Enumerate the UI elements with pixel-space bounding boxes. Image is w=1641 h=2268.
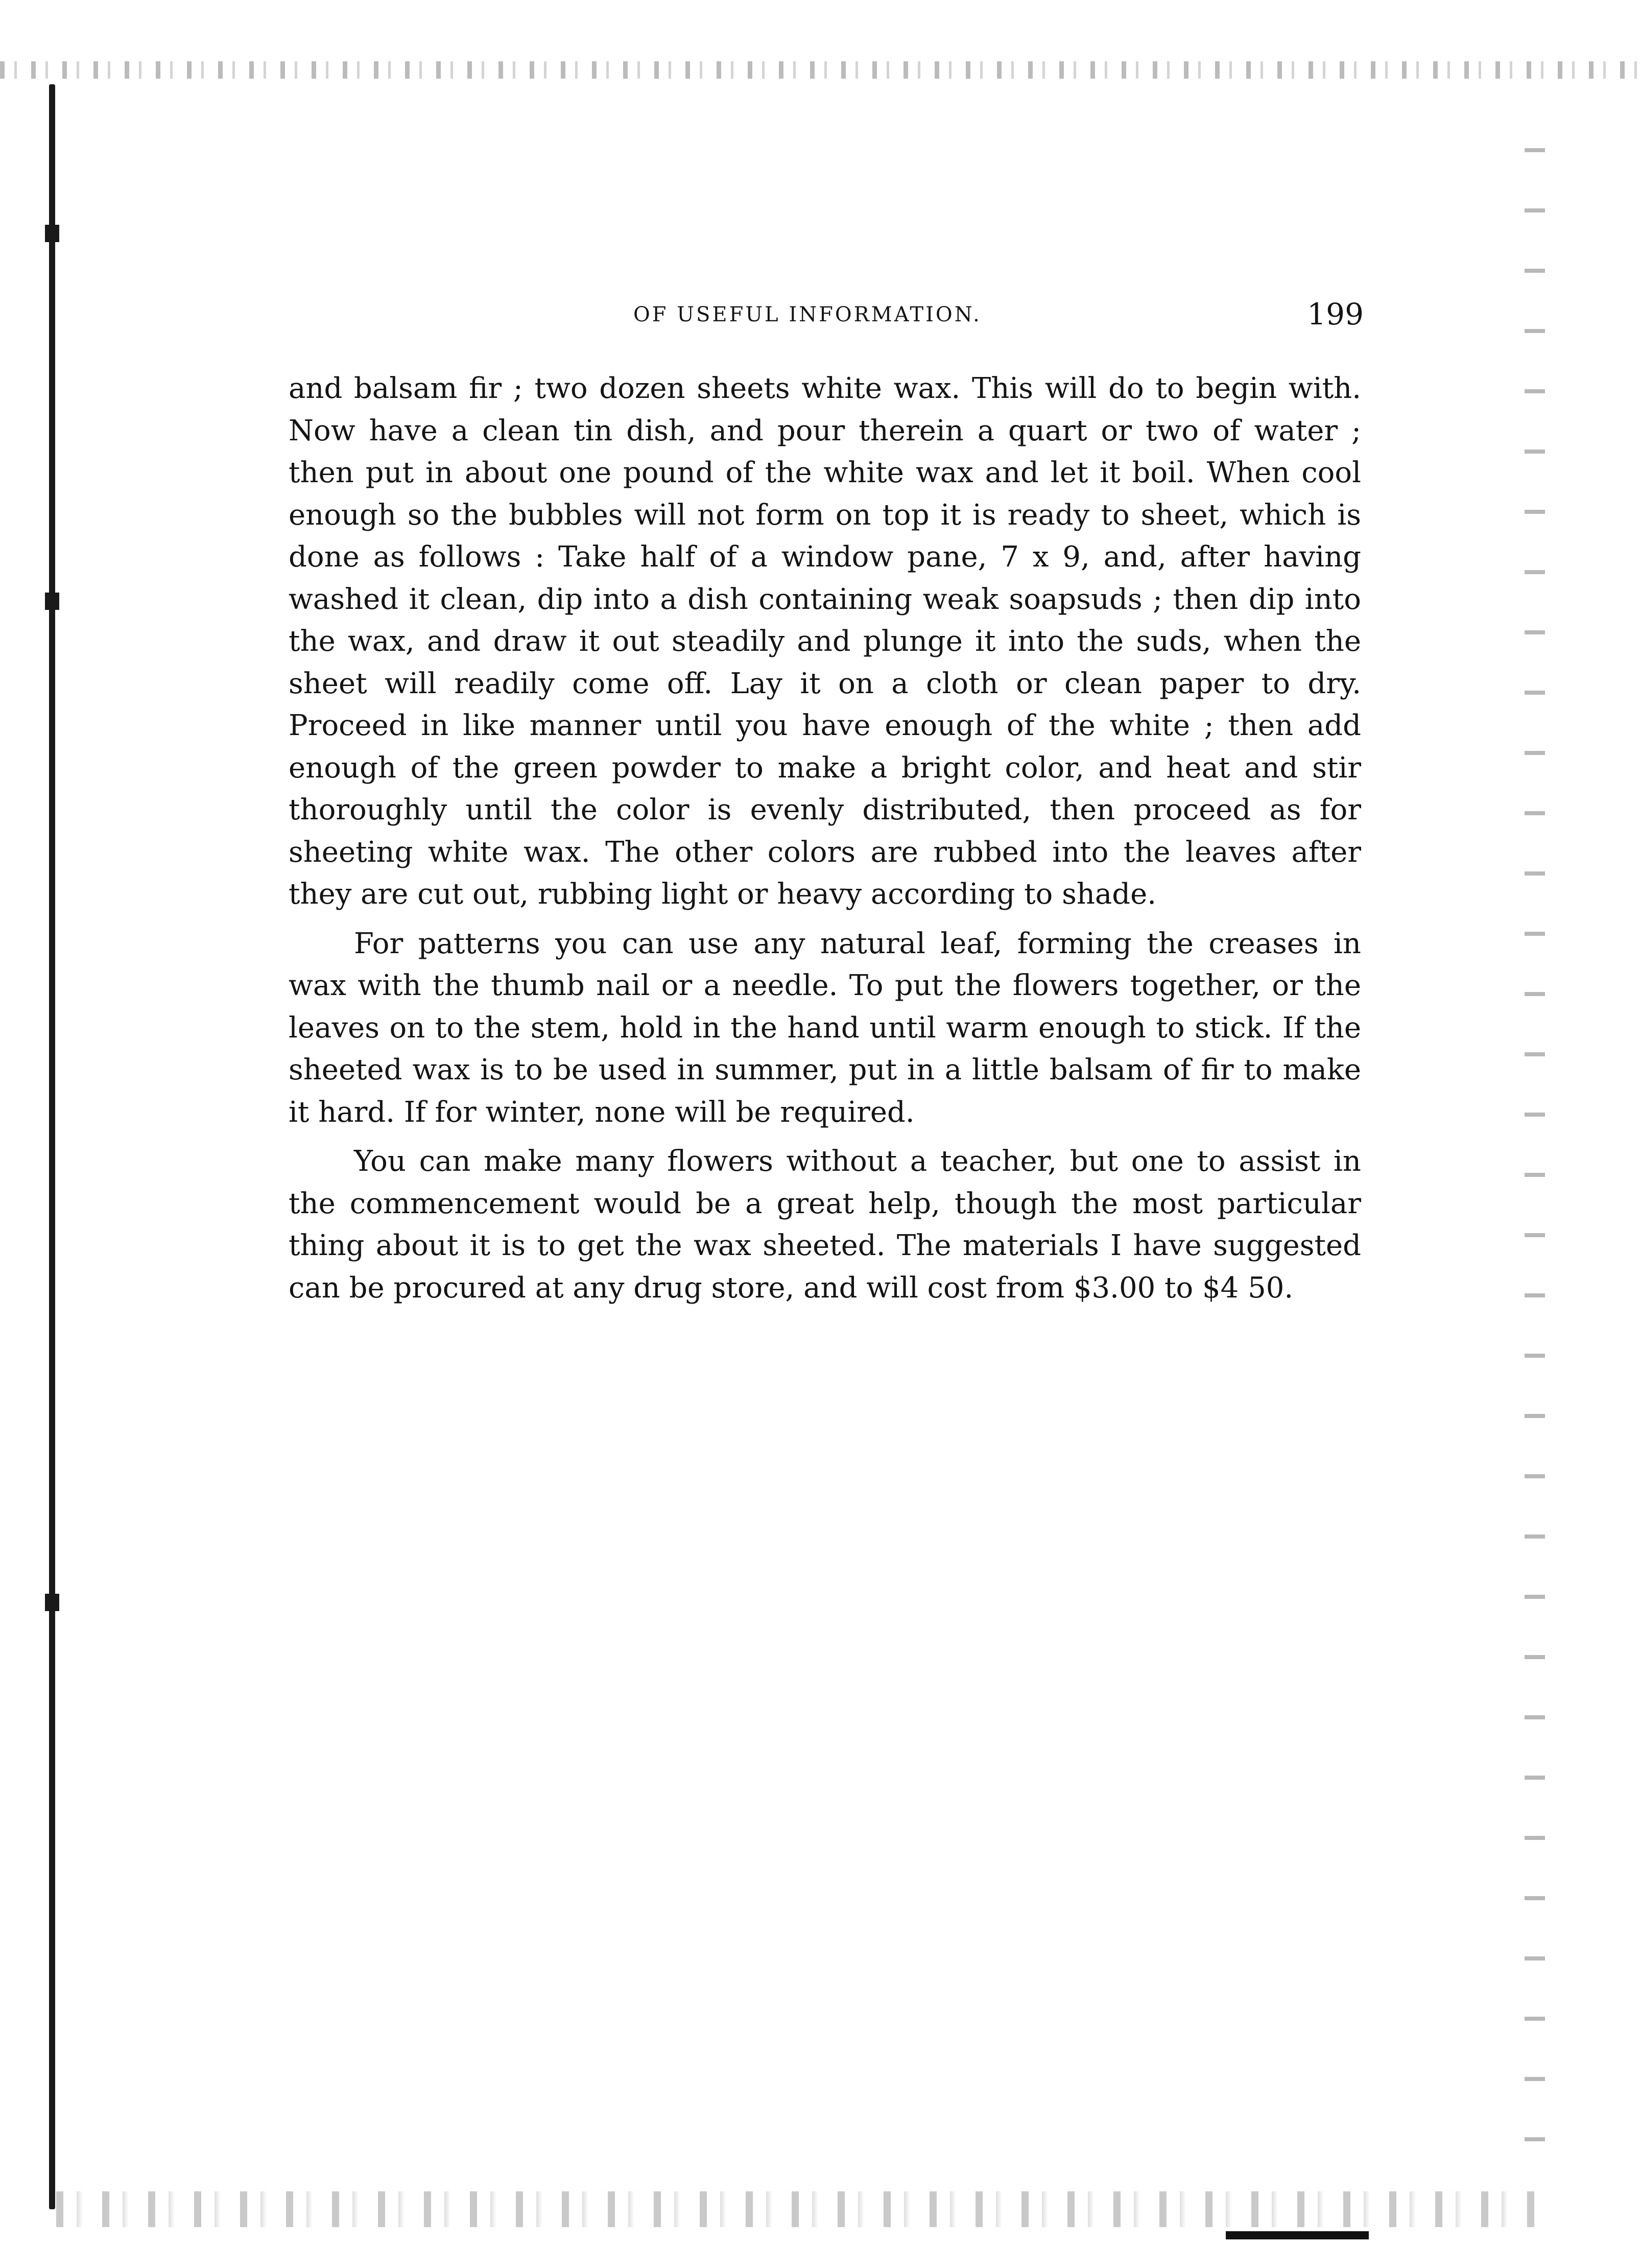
binding-edge-line <box>49 84 55 2209</box>
scan-noise-top <box>0 61 1641 79</box>
scan-noise-bottom <box>56 2191 1537 2227</box>
running-head-title: OF USEFUL INFORMATION. <box>633 303 982 326</box>
page-number: 199 <box>1307 297 1364 332</box>
scan-noise-right <box>1525 92 1545 2186</box>
paragraph: For patterns you can use any natural leaf, forming the creases in wax with the thumb nail or a needle. To put the flowers together, or the leaves on to the stem, hold in the hand until warm enough to stick. If the sheeted wax is to be used in summer, put in a little balsam of fir to make it hard. If for winter, none will be required. <box>289 927 1361 1129</box>
binding-edge-mark <box>45 1594 59 1611</box>
binding-edge-mark <box>45 225 59 242</box>
paragraph: You can make many flowers without a teacher, but one to assist in the commencement would be a great help, though the most particular thing about it is to get the wax sheeted. The materials I have suggested can be procured at any drug store, and will cost from $3.00 to $4 50. <box>289 1145 1361 1305</box>
paragraph: and balsam fir ; two dozen sheets white wax. This will do to begin with. Now have a clean tin dish, and pour therein a quart or two of water ; then put in about one pound of the white wax and let it boil. When cool enough so the bubbles will not form on top it is ready to sheet, which is done as follows : Take half of a window pane, 7 x 9, and, after having washed it clean, dip into a dish containing weak soapsuds ; then dip into the wax, and draw it out steadily and plunge it into the suds, when the sheet will readily come off. Lay it on a cloth or clean paper to dry. Proceed in like manner until you have enough of the white ; then add enough of the green powder to make a bright color, and heat and stir thoroughly until the color is evenly distributed, then proceed as for sheeting white wax. The other colors are rubbed into the leaves after they are cut out, rubbing light or heavy according to shade. <box>289 372 1361 911</box>
body-text <box>289 368 1361 1316</box>
scan-bar-bottom <box>1226 2231 1369 2239</box>
running-head <box>286 299 1364 330</box>
binding-edge-mark <box>45 593 59 610</box>
